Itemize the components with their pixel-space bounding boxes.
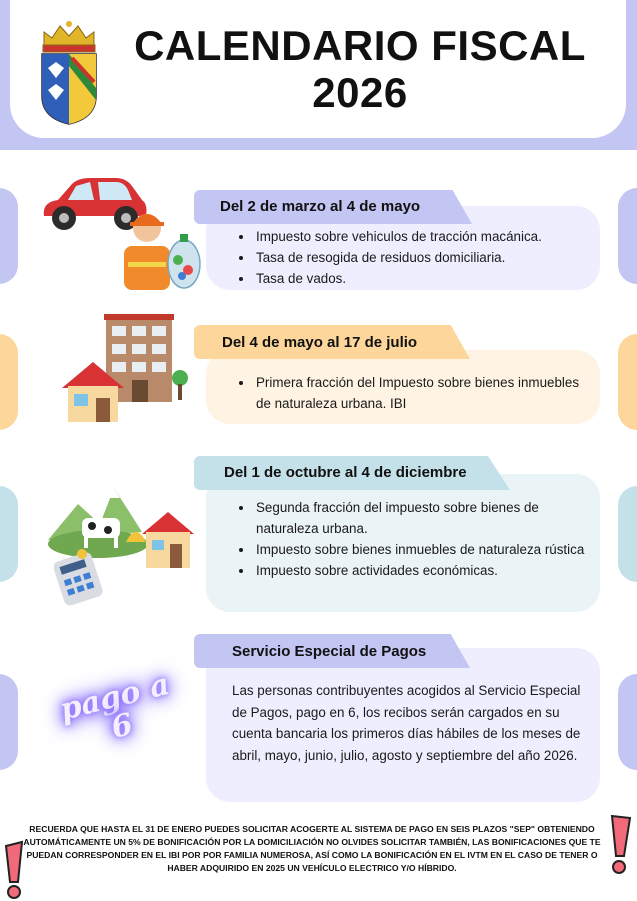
footer-note: RECUERDA QUE HASTA EL 31 DE ENERO PUEDES SOLICITAR ACOGERTE AL SISTEMA DE PAGO EN SEIS PLAZOS "SEP" OBTENIENDO AUTOMÁTICAMENTE UN 5% DE BONIFICACIÓN POR LA DOMICILIACIÓN NO OLVIDES SOLICITAR TAMBIÉN, LAS BONIFICACIONES QUE TE PUEDAN CORRESPONDER EN EL IBI POR POR FAMILIA NUMEROSA, ASÍ COMO LA BONIFICACIÓN EN EL IVTM EN EL CASO DE TENER O HABER ADQUIRIDO EN 2025 UN VEHÍCULO ELECTRICO Y/O HÍBRIDO. (23, 824, 601, 873)
side-tab-left-4 (0, 674, 18, 770)
page-title-line2: 2026 (312, 69, 408, 116)
side-tab-right-1 (618, 188, 637, 284)
calculator-icon (54, 548, 106, 606)
side-tab-left-1 (0, 188, 18, 284)
section-3-heading: Del 1 de octubre al 4 de diciembre (224, 464, 467, 481)
side-tab-right-4 (618, 674, 637, 770)
list-item: • Primera fracción del Impuesto sobre bienes inmuebles de naturaleza urbana. IBI (254, 372, 594, 414)
coat-of-arms-icon (36, 18, 102, 126)
section-2-heading: Del 4 de mayo al 17 de julio (222, 334, 418, 351)
header-card (10, 0, 626, 138)
pago-a-6-neon-label: pago a 6 (56, 666, 174, 746)
list-item: • Impuesto sobre actividades económicas. (254, 560, 604, 581)
side-tab-left-3 (0, 486, 18, 582)
list-item: • Tasa de vados. (254, 268, 614, 289)
section-4-paragraph: Las personas contribuyentes acogidos al Servicio Especial de Pagos, pago en 6, los recibos serán cargados en su cuenta bancaria los primeros días hábiles de los meses de abril, mayo, junio, julio, agosto y septiembre del año 2026. (232, 683, 581, 763)
section-1-heading: Del 2 de marzo al 4 de mayo (220, 198, 421, 215)
side-tab-left-2 (0, 334, 18, 430)
list-item: • Impuesto sobre vehiculos de tracción macánica. (254, 226, 614, 247)
house-icon (60, 358, 126, 424)
garbage-worker-icon (116, 206, 202, 292)
list-item: • Impuesto sobre bienes inmuebles de naturaleza rústica (254, 539, 604, 560)
page-title-line1: CALENDARIO FISCAL (134, 22, 586, 69)
section-3-list (234, 497, 604, 581)
section-2-list (234, 372, 594, 414)
exclamation-icon (0, 838, 30, 901)
section-1-list (234, 226, 614, 289)
section-4-heading: Servicio Especial de Pagos (232, 643, 427, 660)
exclamation-icon (604, 812, 637, 878)
list-item: • Tasa de resogida de residuos domiciliaria. (254, 247, 614, 268)
side-tab-right-2 (618, 334, 637, 430)
side-tab-right-3 (618, 486, 637, 582)
page-title (110, 22, 610, 116)
list-item: • Segunda fracción del impuesto sobre bienes de naturaleza urbana. (254, 497, 604, 539)
